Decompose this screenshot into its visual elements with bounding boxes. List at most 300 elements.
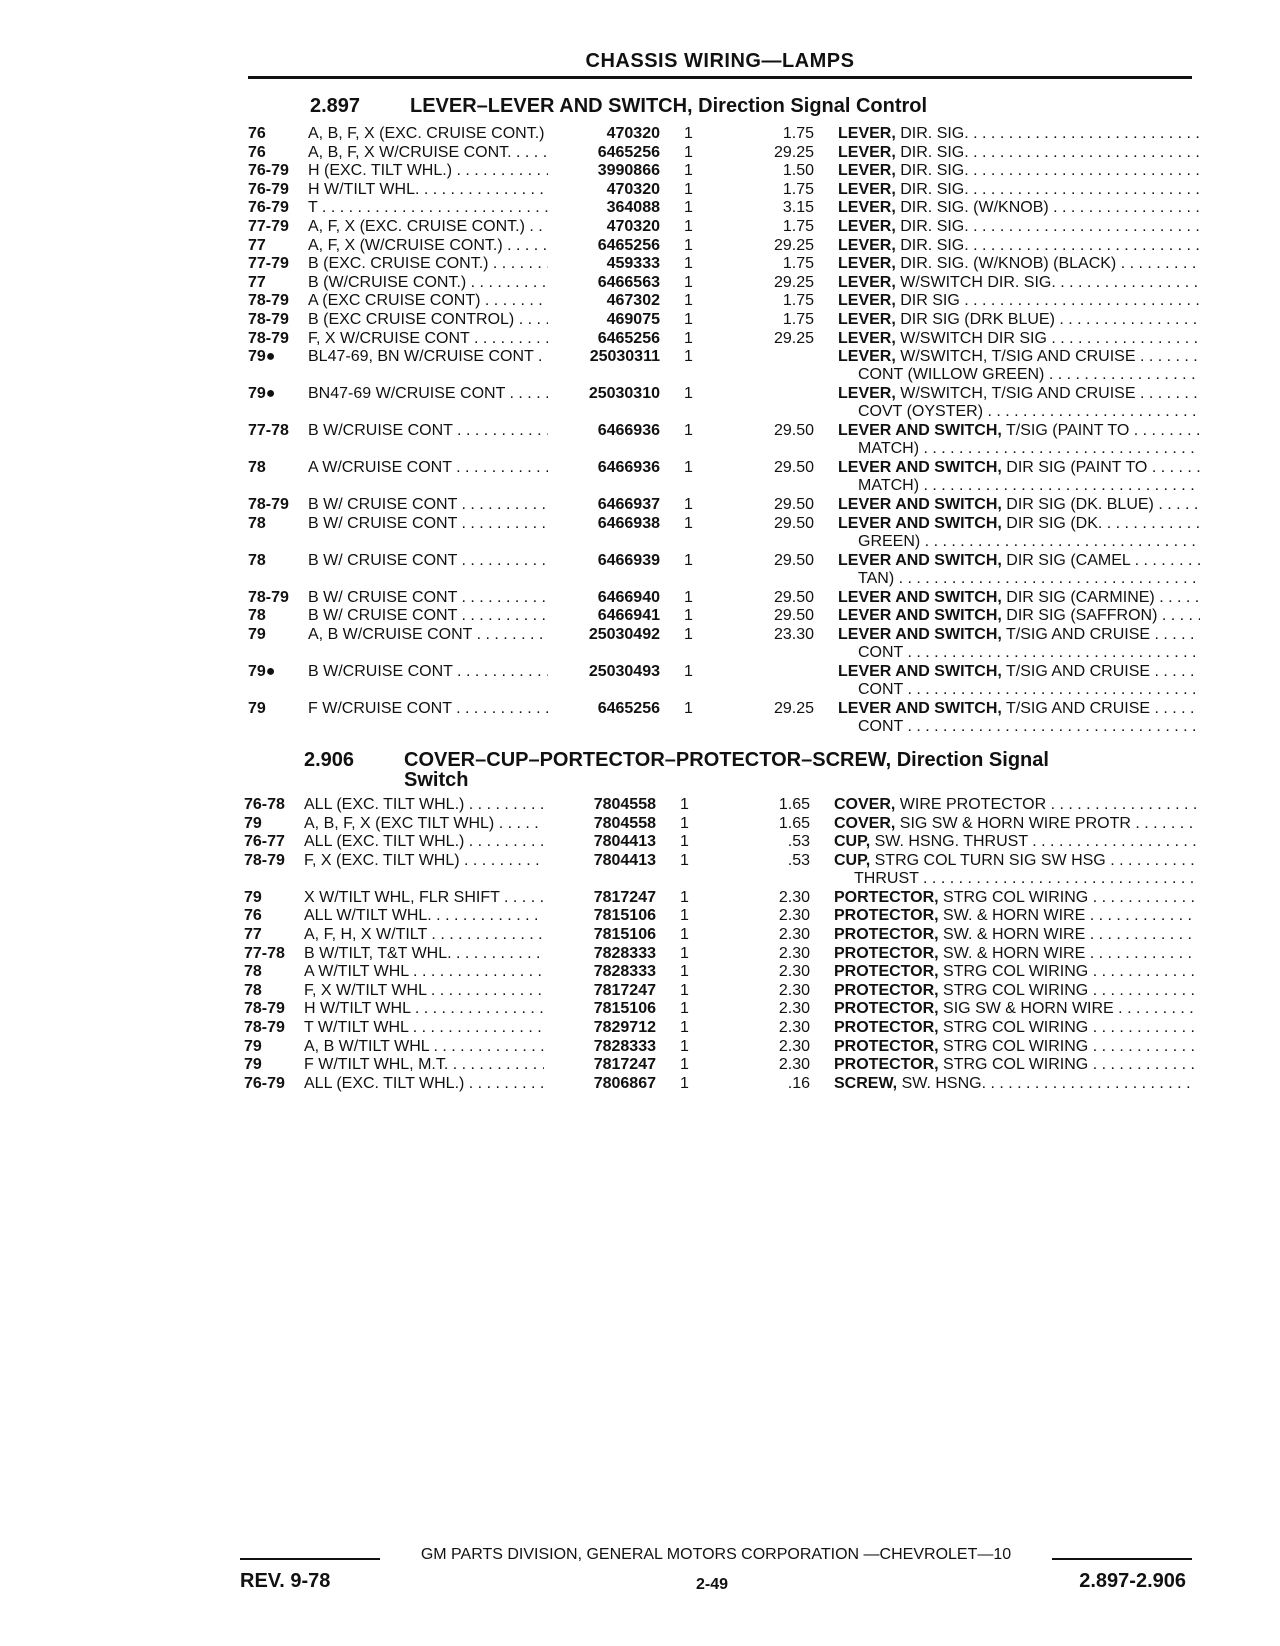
quantity-cell: 1 bbox=[684, 551, 693, 569]
quantity-cell: 1 bbox=[684, 329, 693, 347]
year-cell: 78-79 bbox=[248, 588, 289, 606]
part-number-cell: 6466941 bbox=[548, 607, 660, 625]
part-description: STRG COL WIRING bbox=[938, 888, 1089, 906]
part-description: STRG COL WIRING bbox=[938, 981, 1089, 999]
description-cell bbox=[838, 552, 1200, 570]
description-continuation: MATCH) . . . bbox=[858, 440, 1200, 458]
part-number-cell: 3990866 bbox=[548, 162, 660, 180]
application-cell: B W/TILT, T&T WHL. . . . bbox=[304, 945, 570, 963]
part-name: SCREW, bbox=[834, 1074, 898, 1092]
part-name: LEVER AND SWITCH, bbox=[838, 588, 1002, 606]
application-cell: F, X W/CRUISE CONT . . . bbox=[308, 330, 574, 348]
part-name: LEVER, bbox=[838, 292, 896, 310]
application-cell: B W/CRUISE CONT . . . bbox=[308, 663, 574, 681]
description-continuation: CONT . . . bbox=[858, 718, 1200, 736]
quantity-cell: 1 bbox=[684, 199, 693, 217]
part-number-cell: 6466937 bbox=[548, 496, 660, 514]
application-cell: B W/CRUISE CONT . . . bbox=[308, 422, 574, 440]
part-name: LEVER, bbox=[838, 311, 896, 328]
part-name: LEVER AND SWITCH, bbox=[838, 607, 1002, 625]
application-cell: A (EXC CRUISE CONT) . . . bbox=[308, 292, 574, 310]
part-name: CUP, bbox=[834, 833, 871, 851]
application-cell: F W/TILT WHL, M.T. . . . bbox=[304, 1056, 570, 1074]
description-continuation: COVT (OYSTER) . . . bbox=[858, 403, 1200, 421]
description-continuation: GREEN) . . . bbox=[858, 533, 1200, 551]
part-name: LEVER, bbox=[838, 385, 896, 403]
description-cell bbox=[834, 1019, 1196, 1037]
price-cell: 2.30 bbox=[778, 944, 810, 962]
price-cell: .53 bbox=[787, 851, 810, 869]
part-number-cell: 6465256 bbox=[548, 700, 660, 718]
part-description: DIR SIG (PAINT TO bbox=[1001, 459, 1148, 477]
part-name: CUP, bbox=[834, 851, 871, 869]
year-cell: 76-79 bbox=[248, 162, 289, 180]
year-cell: 79● bbox=[248, 663, 276, 680]
quantity-cell: 1 bbox=[684, 218, 693, 235]
quantity-cell: 1 bbox=[680, 944, 689, 962]
quantity-cell: 1 bbox=[684, 162, 693, 180]
price-cell: .53 bbox=[787, 833, 810, 851]
quantity-cell: 1 bbox=[680, 981, 689, 999]
part-description: DIR. SIG. bbox=[895, 236, 969, 254]
part-description: DIR. SIG. bbox=[895, 125, 969, 142]
section-heading-continued: Switch bbox=[404, 769, 469, 791]
part-description: DIR SIG (DK. bbox=[1001, 514, 1103, 532]
part-number-cell: 470320 bbox=[548, 218, 660, 236]
price-cell: 23.30 bbox=[773, 626, 814, 643]
application-cell: F, X W/TILT WHL . . . bbox=[304, 982, 570, 1000]
description-cell bbox=[838, 348, 1200, 366]
quantity-cell: 1 bbox=[684, 422, 693, 440]
application-cell: F, X (EXC. TILT WHL) . . . bbox=[304, 852, 570, 870]
price-cell: 29.50 bbox=[773, 588, 814, 606]
price-cell: 1.65 bbox=[778, 814, 810, 832]
application-cell: A, B, F, X (EXC. CRUISE CONT.) . . . bbox=[308, 125, 574, 143]
price-cell: 29.25 bbox=[773, 143, 814, 161]
year-cell: 79 bbox=[244, 1037, 262, 1055]
application-cell: B W/ CRUISE CONT . . . bbox=[308, 589, 574, 607]
description-cell bbox=[838, 162, 1200, 180]
part-description: DIR. SIG. bbox=[895, 180, 969, 198]
part-description: SW. & HORN WIRE bbox=[938, 926, 1086, 943]
description-cell bbox=[834, 1038, 1196, 1056]
part-number-cell: 7815106 bbox=[544, 926, 656, 944]
application-cell: BL47-69, BN W/CRUISE CONT . . . bbox=[308, 348, 574, 366]
page-title: CHASSIS WIRING—LAMPS bbox=[585, 50, 855, 72]
part-number-cell: 25030310 bbox=[548, 385, 660, 403]
price-cell: 1.65 bbox=[778, 796, 810, 813]
part-description: DIR SIG (CAMEL bbox=[1001, 551, 1131, 569]
year-cell: 79● bbox=[248, 348, 276, 366]
description-cell bbox=[834, 945, 1196, 963]
part-number-cell: 6466936 bbox=[548, 459, 660, 477]
section-heading: COVER–CUP–PORTECTOR–PROTECTOR–SCREW, Direction Signal bbox=[404, 749, 1049, 771]
quantity-cell: 1 bbox=[680, 1074, 689, 1092]
part-description: W/SWITCH, T/SIG AND CRUISE bbox=[895, 385, 1136, 403]
description-cell bbox=[834, 982, 1196, 1000]
description-cell bbox=[838, 311, 1200, 329]
part-number-cell: 6465256 bbox=[548, 330, 660, 348]
footer-publisher: GM PARTS DIVISION, GENERAL MOTORS CORPORATION —CHEVROLET—10 bbox=[240, 1546, 1192, 1564]
section-heading: LEVER–LEVER AND SWITCH, Direction Signal Control bbox=[410, 95, 928, 117]
part-number-cell: 7815106 bbox=[544, 1000, 656, 1018]
part-number-cell: 25030311 bbox=[548, 348, 660, 366]
price-cell: 1.75 bbox=[782, 255, 814, 273]
part-number-cell: 25030492 bbox=[548, 626, 660, 644]
year-cell: 77-79 bbox=[248, 255, 289, 273]
part-name: LEVER AND SWITCH, bbox=[838, 459, 1002, 477]
price-cell: 29.25 bbox=[773, 236, 814, 254]
description-cell bbox=[838, 496, 1200, 514]
part-name: LEVER AND SWITCH, bbox=[838, 626, 1002, 643]
year-cell: 77 bbox=[248, 236, 266, 254]
description-cell bbox=[838, 515, 1200, 533]
quantity-cell: 1 bbox=[680, 796, 689, 813]
part-description: STRG COL WIRING bbox=[938, 963, 1089, 981]
description-cell bbox=[838, 589, 1200, 607]
part-name: PROTECTOR, bbox=[834, 907, 939, 925]
part-description: SW. HSNG. THRUST bbox=[870, 833, 1028, 851]
part-description: W/SWITCH DIR SIG bbox=[895, 329, 1047, 347]
application-cell: A, B W/TILT WHL . . . bbox=[304, 1038, 570, 1056]
description-continuation: CONT (WILLOW GREEN) . . . bbox=[858, 366, 1200, 384]
application-cell: B (W/CRUISE CONT.) . . . bbox=[308, 274, 574, 292]
part-description: WIRE PROTECTOR bbox=[895, 796, 1047, 813]
year-cell: 76 bbox=[244, 907, 262, 925]
part-number-cell: 6466938 bbox=[548, 515, 660, 533]
quantity-cell: 1 bbox=[684, 311, 693, 328]
year-cell: 76 bbox=[248, 143, 266, 161]
year-cell: 78-79 bbox=[248, 311, 289, 328]
part-description: SIG SW & HORN WIRE PROTR bbox=[895, 814, 1131, 832]
quantity-cell: 1 bbox=[680, 1037, 689, 1055]
part-description: DIR. SIG. bbox=[895, 162, 969, 180]
part-description: SW. & HORN WIRE bbox=[938, 944, 1086, 962]
part-number-cell: 469075 bbox=[548, 311, 660, 329]
year-cell: 79● bbox=[248, 385, 276, 403]
part-name: LEVER, bbox=[838, 273, 896, 291]
quantity-cell: 1 bbox=[684, 180, 693, 198]
quantity-cell: 1 bbox=[684, 607, 693, 625]
description-continuation: THRUST . . . bbox=[854, 870, 1196, 888]
quantity-cell: 1 bbox=[680, 1056, 689, 1074]
quantity-cell: 1 bbox=[680, 833, 689, 851]
price-cell: 2.30 bbox=[778, 888, 810, 906]
part-name: COVER, bbox=[834, 796, 896, 813]
year-cell: 78 bbox=[244, 963, 262, 981]
year-cell: 76 bbox=[248, 125, 266, 142]
year-cell: 79 bbox=[248, 626, 266, 643]
part-number-cell: 6465256 bbox=[548, 237, 660, 255]
part-name: PROTECTOR, bbox=[834, 1037, 939, 1055]
price-cell: 2.30 bbox=[778, 907, 810, 925]
part-description: SW. HSNG. bbox=[897, 1074, 987, 1092]
price-cell: 1.75 bbox=[782, 311, 814, 328]
footer-page-number: 2-49 bbox=[696, 1576, 729, 1593]
section-number: 2.897 bbox=[310, 95, 361, 117]
description-cell bbox=[838, 663, 1200, 681]
quantity-cell: 1 bbox=[684, 348, 693, 366]
description-cell bbox=[838, 237, 1200, 255]
part-name: LEVER AND SWITCH, bbox=[838, 514, 1002, 532]
part-name: PROTECTOR, bbox=[834, 926, 939, 943]
description-cell bbox=[838, 626, 1200, 644]
year-cell: 77 bbox=[244, 926, 262, 943]
application-cell: A, F, X (EXC. CRUISE CONT.) . . . bbox=[308, 218, 574, 236]
part-description: W/SWITCH DIR. SIG. bbox=[895, 273, 1056, 291]
application-cell: A, B W/CRUISE CONT . . . bbox=[308, 626, 574, 644]
part-name: LEVER, bbox=[838, 236, 896, 254]
application-cell: F W/CRUISE CONT . . . bbox=[308, 700, 574, 718]
application-cell: ALL (EXC. TILT WHL.) . . . bbox=[304, 1075, 570, 1093]
description-cell bbox=[838, 607, 1200, 625]
description-cell bbox=[834, 852, 1196, 870]
part-number-cell: 6466940 bbox=[548, 589, 660, 607]
part-description: DIR. SIG. bbox=[895, 143, 969, 161]
part-name: PROTECTOR, bbox=[834, 981, 939, 999]
price-cell: 29.50 bbox=[773, 607, 814, 625]
part-description: SIG SW & HORN WIRE bbox=[938, 1000, 1114, 1018]
year-cell: 77-79 bbox=[248, 218, 289, 235]
description-cell bbox=[838, 274, 1200, 292]
year-cell: 76-79 bbox=[248, 180, 289, 198]
year-cell: 78 bbox=[244, 981, 262, 999]
part-description: STRG COL TURN SIG SW HSG bbox=[870, 851, 1106, 869]
description-continuation: CONT . . . bbox=[858, 681, 1200, 699]
quantity-cell: 1 bbox=[684, 700, 693, 717]
part-name: LEVER, bbox=[838, 199, 896, 217]
part-name: LEVER, bbox=[838, 329, 896, 347]
part-description: DIR. SIG. bbox=[895, 218, 969, 235]
application-cell: A, B, F, X W/CRUISE CONT. . . . bbox=[308, 144, 574, 162]
part-name: LEVER AND SWITCH, bbox=[838, 496, 1002, 514]
year-cell: 78-79 bbox=[244, 851, 285, 869]
part-number-cell: 7828333 bbox=[544, 945, 656, 963]
application-cell: H (EXC. TILT WHL.) . . . bbox=[308, 162, 574, 180]
year-cell: 76-79 bbox=[248, 199, 289, 217]
year-cell: 76-79 bbox=[244, 1074, 285, 1092]
year-cell: 78 bbox=[248, 551, 266, 569]
part-number-cell: 7817247 bbox=[544, 1056, 656, 1074]
part-description: T/SIG AND CRUISE bbox=[1001, 700, 1151, 717]
description-cell bbox=[834, 963, 1196, 981]
year-cell: 78-79 bbox=[248, 292, 289, 310]
part-number-cell: 7804558 bbox=[544, 796, 656, 814]
price-cell: 1.75 bbox=[782, 125, 814, 142]
application-cell: H W/TILT WHL . . . bbox=[304, 1000, 570, 1018]
part-description: T/SIG AND CRUISE bbox=[1001, 663, 1151, 680]
price-cell: 29.50 bbox=[773, 551, 814, 569]
part-number-cell: 7828333 bbox=[544, 1038, 656, 1056]
price-cell: 29.50 bbox=[773, 514, 814, 532]
year-cell: 79 bbox=[244, 888, 262, 906]
description-cell bbox=[838, 144, 1200, 162]
application-cell: B W/ CRUISE CONT . . . bbox=[308, 496, 574, 514]
year-cell: 77-78 bbox=[244, 944, 285, 962]
header-rule bbox=[248, 76, 1192, 79]
price-cell: .16 bbox=[787, 1074, 810, 1092]
section-number: 2.906 bbox=[304, 749, 355, 771]
application-cell: A, F, H, X W/TILT . . . bbox=[304, 926, 570, 944]
part-name: LEVER, bbox=[838, 125, 896, 142]
application-cell: X W/TILT WHL, FLR SHIFT . . . bbox=[304, 889, 570, 907]
year-cell: 78-79 bbox=[244, 1000, 285, 1018]
year-cell: 78-79 bbox=[248, 329, 289, 347]
application-cell: H W/TILT WHL. . . . bbox=[308, 181, 574, 199]
quantity-cell: 1 bbox=[680, 851, 689, 869]
part-number-cell: 7806867 bbox=[544, 1075, 656, 1093]
description-cell bbox=[838, 199, 1200, 217]
description-cell bbox=[834, 1000, 1196, 1018]
quantity-cell: 1 bbox=[680, 963, 689, 981]
part-description: DIR. SIG. (W/KNOB) bbox=[895, 199, 1049, 217]
application-cell: ALL W/TILT WHL. . . . bbox=[304, 907, 570, 925]
quantity-cell: 1 bbox=[680, 888, 689, 906]
part-name: LEVER AND SWITCH, bbox=[838, 551, 1002, 569]
part-name: COVER, bbox=[834, 814, 896, 832]
price-cell: 2.30 bbox=[778, 963, 810, 981]
application-cell: B (EXC CRUISE CONTROL) . . . bbox=[308, 311, 574, 329]
part-number-cell: 25030493 bbox=[548, 663, 660, 681]
quantity-cell: 1 bbox=[684, 588, 693, 606]
application-cell: A W/TILT WHL . . . bbox=[304, 963, 570, 981]
part-number-cell: 470320 bbox=[548, 125, 660, 143]
part-name: LEVER, bbox=[838, 255, 896, 273]
price-cell: 2.30 bbox=[778, 926, 810, 943]
price-cell: 1.75 bbox=[782, 180, 814, 198]
application-cell: B W/ CRUISE CONT . . . bbox=[308, 515, 574, 533]
description-cell bbox=[834, 833, 1196, 851]
application-cell: B W/ CRUISE CONT . . . bbox=[308, 607, 574, 625]
part-description: T/SIG AND CRUISE bbox=[1001, 626, 1151, 643]
application-cell: ALL (EXC. TILT WHL.) . . . bbox=[304, 833, 570, 851]
price-cell: 29.25 bbox=[773, 329, 814, 347]
part-name: LEVER, bbox=[838, 162, 896, 180]
description-cell bbox=[838, 181, 1200, 199]
quantity-cell: 1 bbox=[680, 907, 689, 925]
year-cell: 79 bbox=[244, 1056, 262, 1074]
description-cell bbox=[838, 330, 1200, 348]
part-description: SW. & HORN WIRE bbox=[938, 907, 1086, 925]
part-name: LEVER AND SWITCH, bbox=[838, 700, 1002, 717]
quantity-cell: 1 bbox=[684, 125, 693, 142]
quantity-cell: 1 bbox=[684, 143, 693, 161]
price-cell: 29.50 bbox=[773, 422, 814, 440]
description-continuation: MATCH) . . . bbox=[858, 477, 1200, 495]
description-cell bbox=[834, 926, 1196, 944]
part-number-cell: 6466563 bbox=[548, 274, 660, 292]
application-cell: B (EXC. CRUISE CONT.) . . . bbox=[308, 255, 574, 273]
part-description: STRG COL WIRING bbox=[938, 1056, 1089, 1074]
part-name: PROTECTOR, bbox=[834, 1000, 939, 1018]
quantity-cell: 1 bbox=[684, 255, 693, 273]
description-cell bbox=[838, 255, 1200, 273]
part-description: STRG COL WIRING bbox=[938, 1019, 1089, 1036]
description-cell bbox=[838, 459, 1200, 477]
description-cell bbox=[838, 700, 1200, 718]
part-description: T/SIG (PAINT TO bbox=[1001, 422, 1130, 440]
description-cell bbox=[834, 889, 1196, 907]
quantity-cell: 1 bbox=[684, 236, 693, 254]
quantity-cell: 1 bbox=[684, 385, 693, 403]
quantity-cell: 1 bbox=[684, 626, 693, 643]
part-number-cell: 7829712 bbox=[544, 1019, 656, 1037]
price-cell: 3.15 bbox=[782, 199, 814, 217]
part-name: LEVER, bbox=[838, 218, 896, 235]
year-cell: 77 bbox=[248, 273, 266, 291]
footer-section-range: 2.897-2.906 bbox=[1079, 1570, 1186, 1592]
price-cell: 2.30 bbox=[778, 1037, 810, 1055]
price-cell: 29.50 bbox=[773, 496, 814, 514]
part-description: DIR SIG bbox=[895, 292, 960, 310]
part-number-cell: 364088 bbox=[548, 199, 660, 217]
application-cell: T W/TILT WHL . . . bbox=[304, 1019, 570, 1037]
part-number-cell: 7815106 bbox=[544, 907, 656, 925]
footer-revision: REV. 9-78 bbox=[240, 1570, 331, 1592]
part-name: PROTECTOR, bbox=[834, 944, 939, 962]
description-continuation: CONT . . . bbox=[858, 644, 1200, 662]
description-cell bbox=[834, 815, 1196, 833]
quantity-cell: 1 bbox=[684, 663, 693, 680]
quantity-cell: 1 bbox=[684, 514, 693, 532]
year-cell: 78 bbox=[248, 459, 266, 477]
price-cell: 1.50 bbox=[782, 162, 814, 180]
description-cell bbox=[838, 125, 1200, 143]
part-description: DIR SIG (CARMINE) bbox=[1001, 588, 1155, 606]
part-name: LEVER, bbox=[838, 180, 896, 198]
part-number-cell: 459333 bbox=[548, 255, 660, 273]
part-description: DIR SIG (DRK BLUE) bbox=[895, 311, 1055, 328]
application-cell: A W/CRUISE CONT . . . bbox=[308, 459, 574, 477]
description-cell bbox=[834, 796, 1196, 814]
part-name: LEVER, bbox=[838, 348, 896, 366]
price-cell: 2.30 bbox=[778, 1019, 810, 1036]
part-description: W/SWITCH, T/SIG AND CRUISE bbox=[895, 348, 1136, 366]
quantity-cell: 1 bbox=[680, 814, 689, 832]
year-cell: 78 bbox=[248, 607, 266, 625]
year-cell: 78 bbox=[248, 514, 266, 532]
part-number-cell: 7817247 bbox=[544, 889, 656, 907]
description-continuation: TAN) . . . bbox=[858, 570, 1200, 588]
price-cell: 1.75 bbox=[782, 292, 814, 310]
part-name: PORTECTOR, bbox=[834, 888, 939, 906]
part-description: DIR SIG (DK. BLUE) bbox=[1001, 496, 1154, 514]
part-name: LEVER AND SWITCH, bbox=[838, 422, 1002, 440]
price-cell: 2.30 bbox=[778, 1000, 810, 1018]
quantity-cell: 1 bbox=[684, 273, 693, 291]
description-cell bbox=[834, 1056, 1196, 1074]
part-number-cell: 6465256 bbox=[548, 144, 660, 162]
part-name: PROTECTOR, bbox=[834, 963, 939, 981]
application-cell: BN47-69 W/CRUISE CONT . . . bbox=[308, 385, 574, 403]
price-cell: 1.75 bbox=[782, 218, 814, 235]
part-description: STRG COL WIRING bbox=[938, 1037, 1089, 1055]
year-cell: 79 bbox=[248, 700, 266, 717]
description-cell bbox=[838, 422, 1200, 440]
application-cell: A, F, X (W/CRUISE CONT.) . . . bbox=[308, 237, 574, 255]
application-cell: B W/ CRUISE CONT . . . bbox=[308, 552, 574, 570]
description-cell bbox=[838, 385, 1200, 403]
application-cell: A, B, F, X (EXC TILT WHL) . . . bbox=[304, 815, 570, 833]
part-name: LEVER, bbox=[838, 143, 896, 161]
price-cell: 29.25 bbox=[773, 273, 814, 291]
description-cell bbox=[834, 907, 1196, 925]
price-cell: 2.30 bbox=[778, 1056, 810, 1074]
quantity-cell: 1 bbox=[680, 1019, 689, 1036]
part-number-cell: 7804558 bbox=[544, 815, 656, 833]
year-cell: 78-79 bbox=[248, 496, 289, 514]
application-cell: ALL (EXC. TILT WHL.) . . . bbox=[304, 796, 570, 814]
